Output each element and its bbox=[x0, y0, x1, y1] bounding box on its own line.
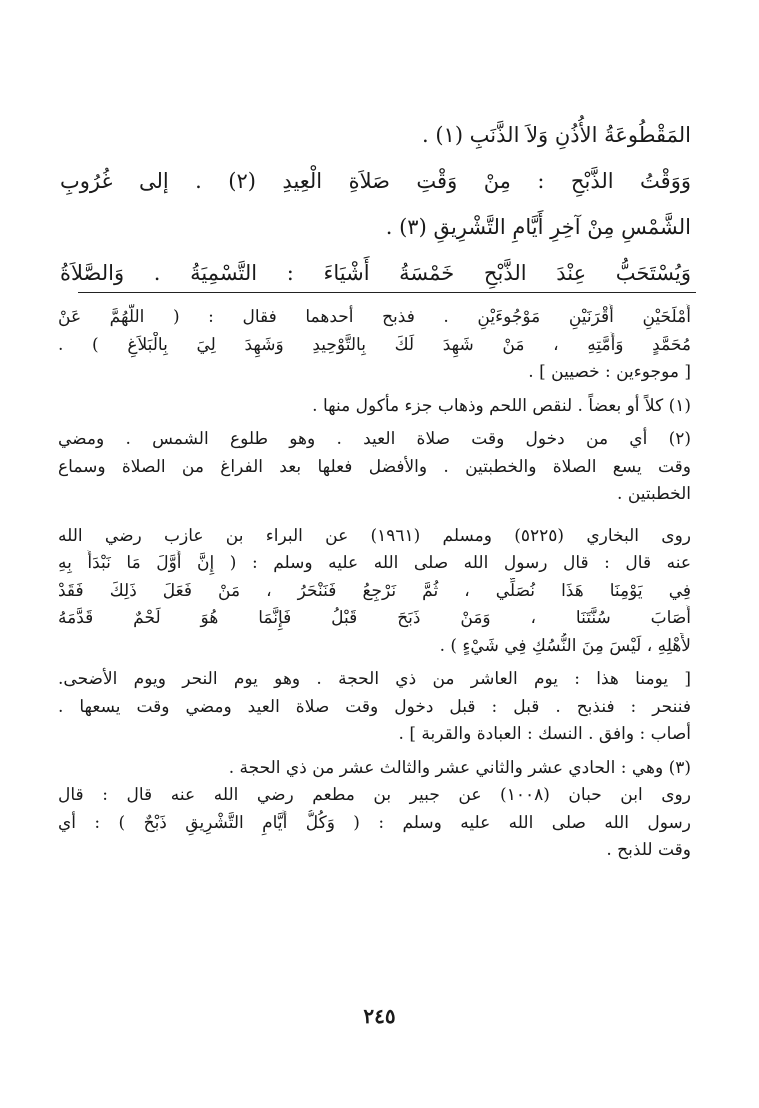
main-text-block bbox=[60, 112, 691, 296]
footnote-line: وقت يسع الصلاة والخطبتين . والأفضل فعلها بعد الفراغ من الصلاة وسماع bbox=[58, 456, 691, 477]
footnote-line: فننحر : فنذبح . قبل : قبل دخول وقت صلاة العيد ومضي وقت يسعها . bbox=[58, 696, 691, 717]
footnote-line: فِي يَوْمِنَا هَذَا نُصَلِّي ، ثُمَّ نَرْجِعُ فَنَنْحَرُ ، مَنْ فَعَلَ ذَلِكَ فَقَدْ bbox=[58, 580, 691, 601]
main-text-line: وَيُسْتَحَبُّ عِنْدَ الذَّبْحِ خَمْسَةُ أَشْيَاءَ : التَّسْمِيَةُ . وَالصَّلاَةُ bbox=[60, 261, 691, 285]
footnote-line: عنه قال : قال رسول الله صلى الله عليه وسلم : ( إِنَّ أَوَّلَ مَا نَبْدَأُ بِهِ bbox=[58, 553, 691, 573]
footnote-line: أَمْلَحَيْنِ أَقْرَنَيْنِ مَوْجُوءَيْنِ . فذبح أحدهما فقال : ( اللَّهُمَّ عَنْ bbox=[58, 307, 691, 327]
footnote-line: لأَهْلِهِ ، لَيْسَ مِنَ النُّسُكِ فِي شَيْءٍ ) . bbox=[439, 635, 691, 656]
footnote-line: [ موجوءين : خصيين ] . bbox=[528, 362, 691, 382]
footnote-line: روى ابن حبان (١٠٠٨) عن جبير بن مطعم رضي الله عنه قال : قال bbox=[58, 785, 691, 805]
footnote-line: [ يومنا هذا : يوم العاشر من ذي الحجة . وهو يوم النحر ويوم الأضحى. bbox=[58, 669, 691, 689]
main-text-line: المَقْطُوعَةُ الأُذُنِ وَلاَ الذَّنَبِ (١) . bbox=[421, 123, 691, 147]
footnote-line: الخطبتين . bbox=[617, 484, 691, 504]
footnote-separator bbox=[78, 292, 696, 293]
footnote-line: (٢) أي من دخول وقت صلاة العيد . وهو طلوع الشمس . ومضي bbox=[58, 429, 691, 449]
footnote-line: مُحَمَّدٍ وَأُمَّتِهِ ، مَنْ شَهِدَ لَكَ بِالتَّوْحِيدِ وَشَهِدَ لِيَ بِالْبَلاَغِ ) . bbox=[58, 334, 691, 355]
footnote-line: روى البخاري (٥٢٢٥) ومسلم (١٩٦١) عن البراء بن عازب رضي الله bbox=[58, 525, 691, 546]
footnote-line: (٣) وهي : الحادي عشر والثاني عشر والثالث عشر من ذي الحجة . bbox=[228, 757, 691, 778]
footnotes-block bbox=[58, 304, 691, 865]
main-text-line: الشَّمْسِ مِنْ آخِرِ أَيَّامِ التَّشْرِيقِ (٣) . bbox=[385, 215, 691, 239]
footnote-line: رسول الله صلى الله عليه وسلم : ( وَكُلُّ أَيَّامِ التَّشْرِيقِ ذَبْحٌ ) : أي bbox=[58, 812, 691, 833]
footnote-line: وقت للذبح . bbox=[606, 840, 691, 860]
footnote-line: أَصَابَ سُنَّتَنَا ، وَمَنْ ذَبَحَ قَبْلُ فَإِنَّمَا هُوَ لَحْمٌ قَدَّمَهُ bbox=[58, 608, 691, 628]
footnote-line: (١) كلاً أو بعضاً . لنقص اللحم وذهاب جزء مأكول منها . bbox=[312, 395, 691, 416]
footnote-line: أصاب : وافق . النسك : العبادة والقربة ] . bbox=[398, 724, 691, 744]
page-number: ٢٤٥ bbox=[363, 1004, 396, 1028]
main-text-line: وَوَقْتُ الذَّبْحِ : مِنْ وَقْتِ صَلاَةِ الْعِيدِ (٢) . إلى غُرُوبِ bbox=[60, 169, 691, 193]
